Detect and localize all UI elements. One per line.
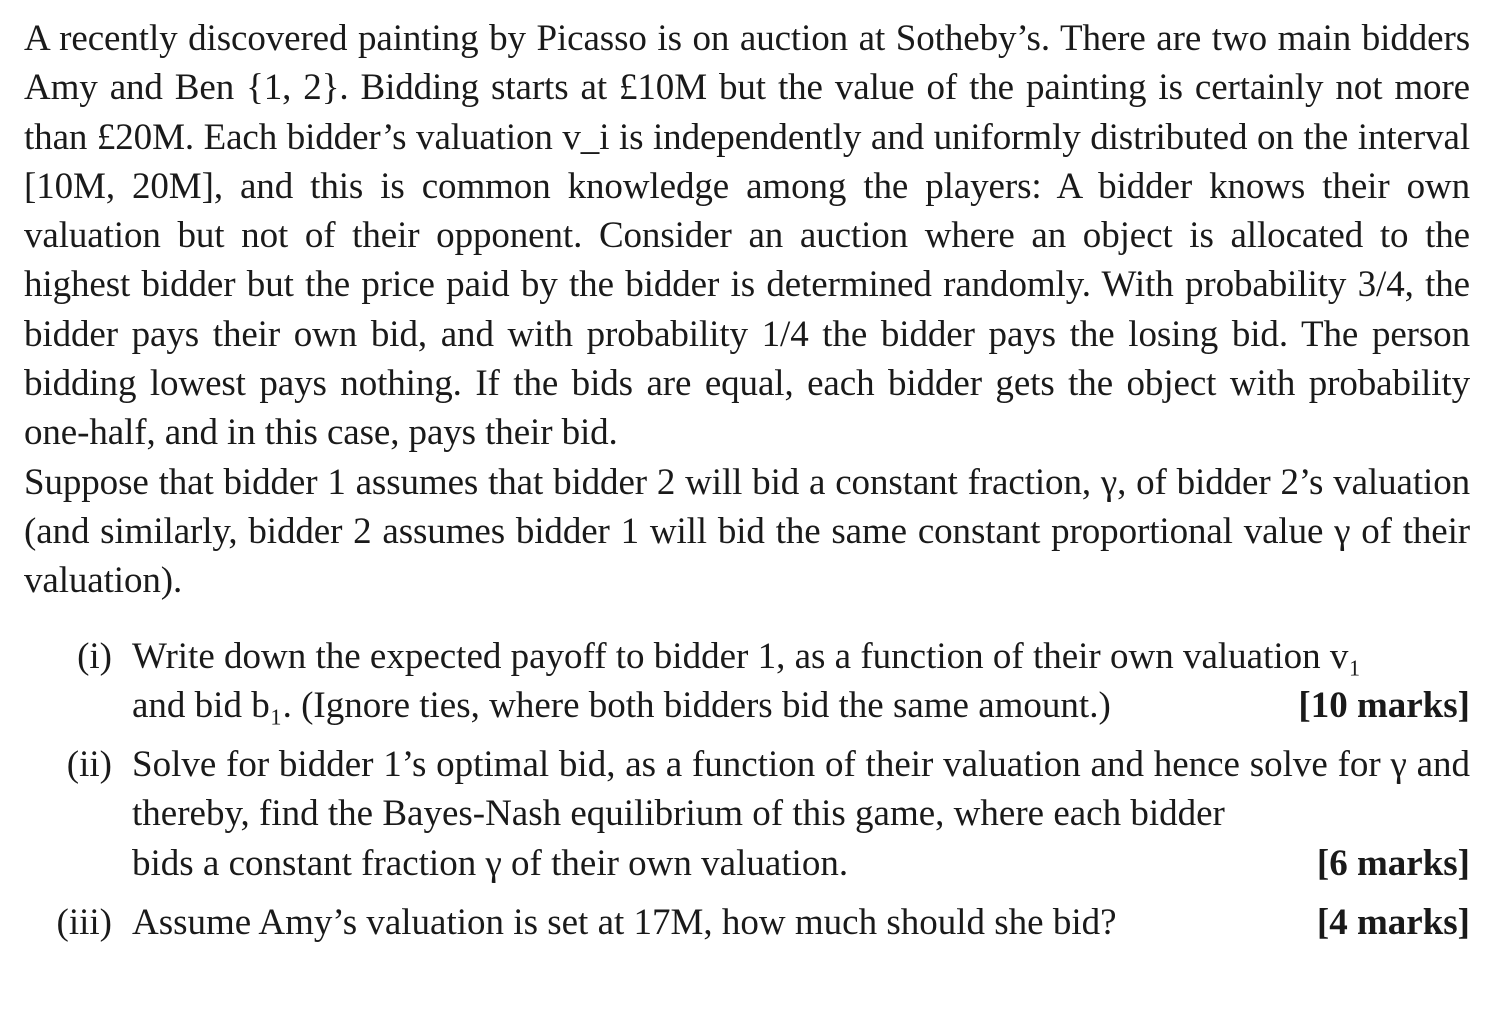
question-text: Solve for bidder 1’s optimal bid, as a function of their valuation and hence solve for γ and thereby, find the Bayes-Nash equilibrium of this game, where each bidder [132,744,1470,835]
question-i [24,632,1470,731]
question-ii [24,740,1470,888]
question-text-last-line: bids a constant fraction γ of their own valuation. [132,842,849,884]
intro-paragraph-2: Suppose that bidder 1 assumes that bidder 2 will bid a constant fraction, γ, of bidder 2’s valuation (and similarly, bidder 2 assumes bidder 1 will bid the same constant proportional value γ of their valuation). [24,461,1470,602]
intro-paragraph-1: A recently discovered painting by Picasso is on auction at Sotheby’s. There are two main bidders Amy and Ben {1, 2}. Bidding starts at £10M but the value of the painting is certainly not more than £20M. Each bidder’s valuation v_i is independently and uniformly distributed on the interval [10M, 20M], and this is common knowledge among the players: A bidder knows their own valuation but not of their opponent. Consider an auction where an object is allocated to the highest bidder but the price paid by the bidder is determined randomly. With probability 3/4, the bidder pays their own bid, and with probability 1/4 the bidder pays the losing bid. The person bidding lowest pays nothing. If the bids are equal, each bidder gets the object with probability one-half, and in this case, pays their bid. [24,18,1470,454]
question-text-last-line: and bid b₁. (Ignore ties, where both bidders bid the same amount.) [132,684,1111,726]
question-text: Write down the expected payoff to bidder 1, as a function of their own valuation v₁ [132,635,1362,677]
document-page [24,14,1470,957]
question-label: (ii) [66,744,112,786]
question-iii [24,898,1470,947]
question-label: (iii) [56,902,112,944]
marks-label: [6 marks] [1316,842,1470,884]
question-label: (i) [77,635,112,677]
marks-label: [4 marks] [1316,902,1470,944]
question-list [24,632,1470,948]
question-text-last-line: Assume Amy’s valuation is set at 17M, how much should she bid? [132,902,1117,944]
marks-label: [10 marks] [1298,684,1470,726]
